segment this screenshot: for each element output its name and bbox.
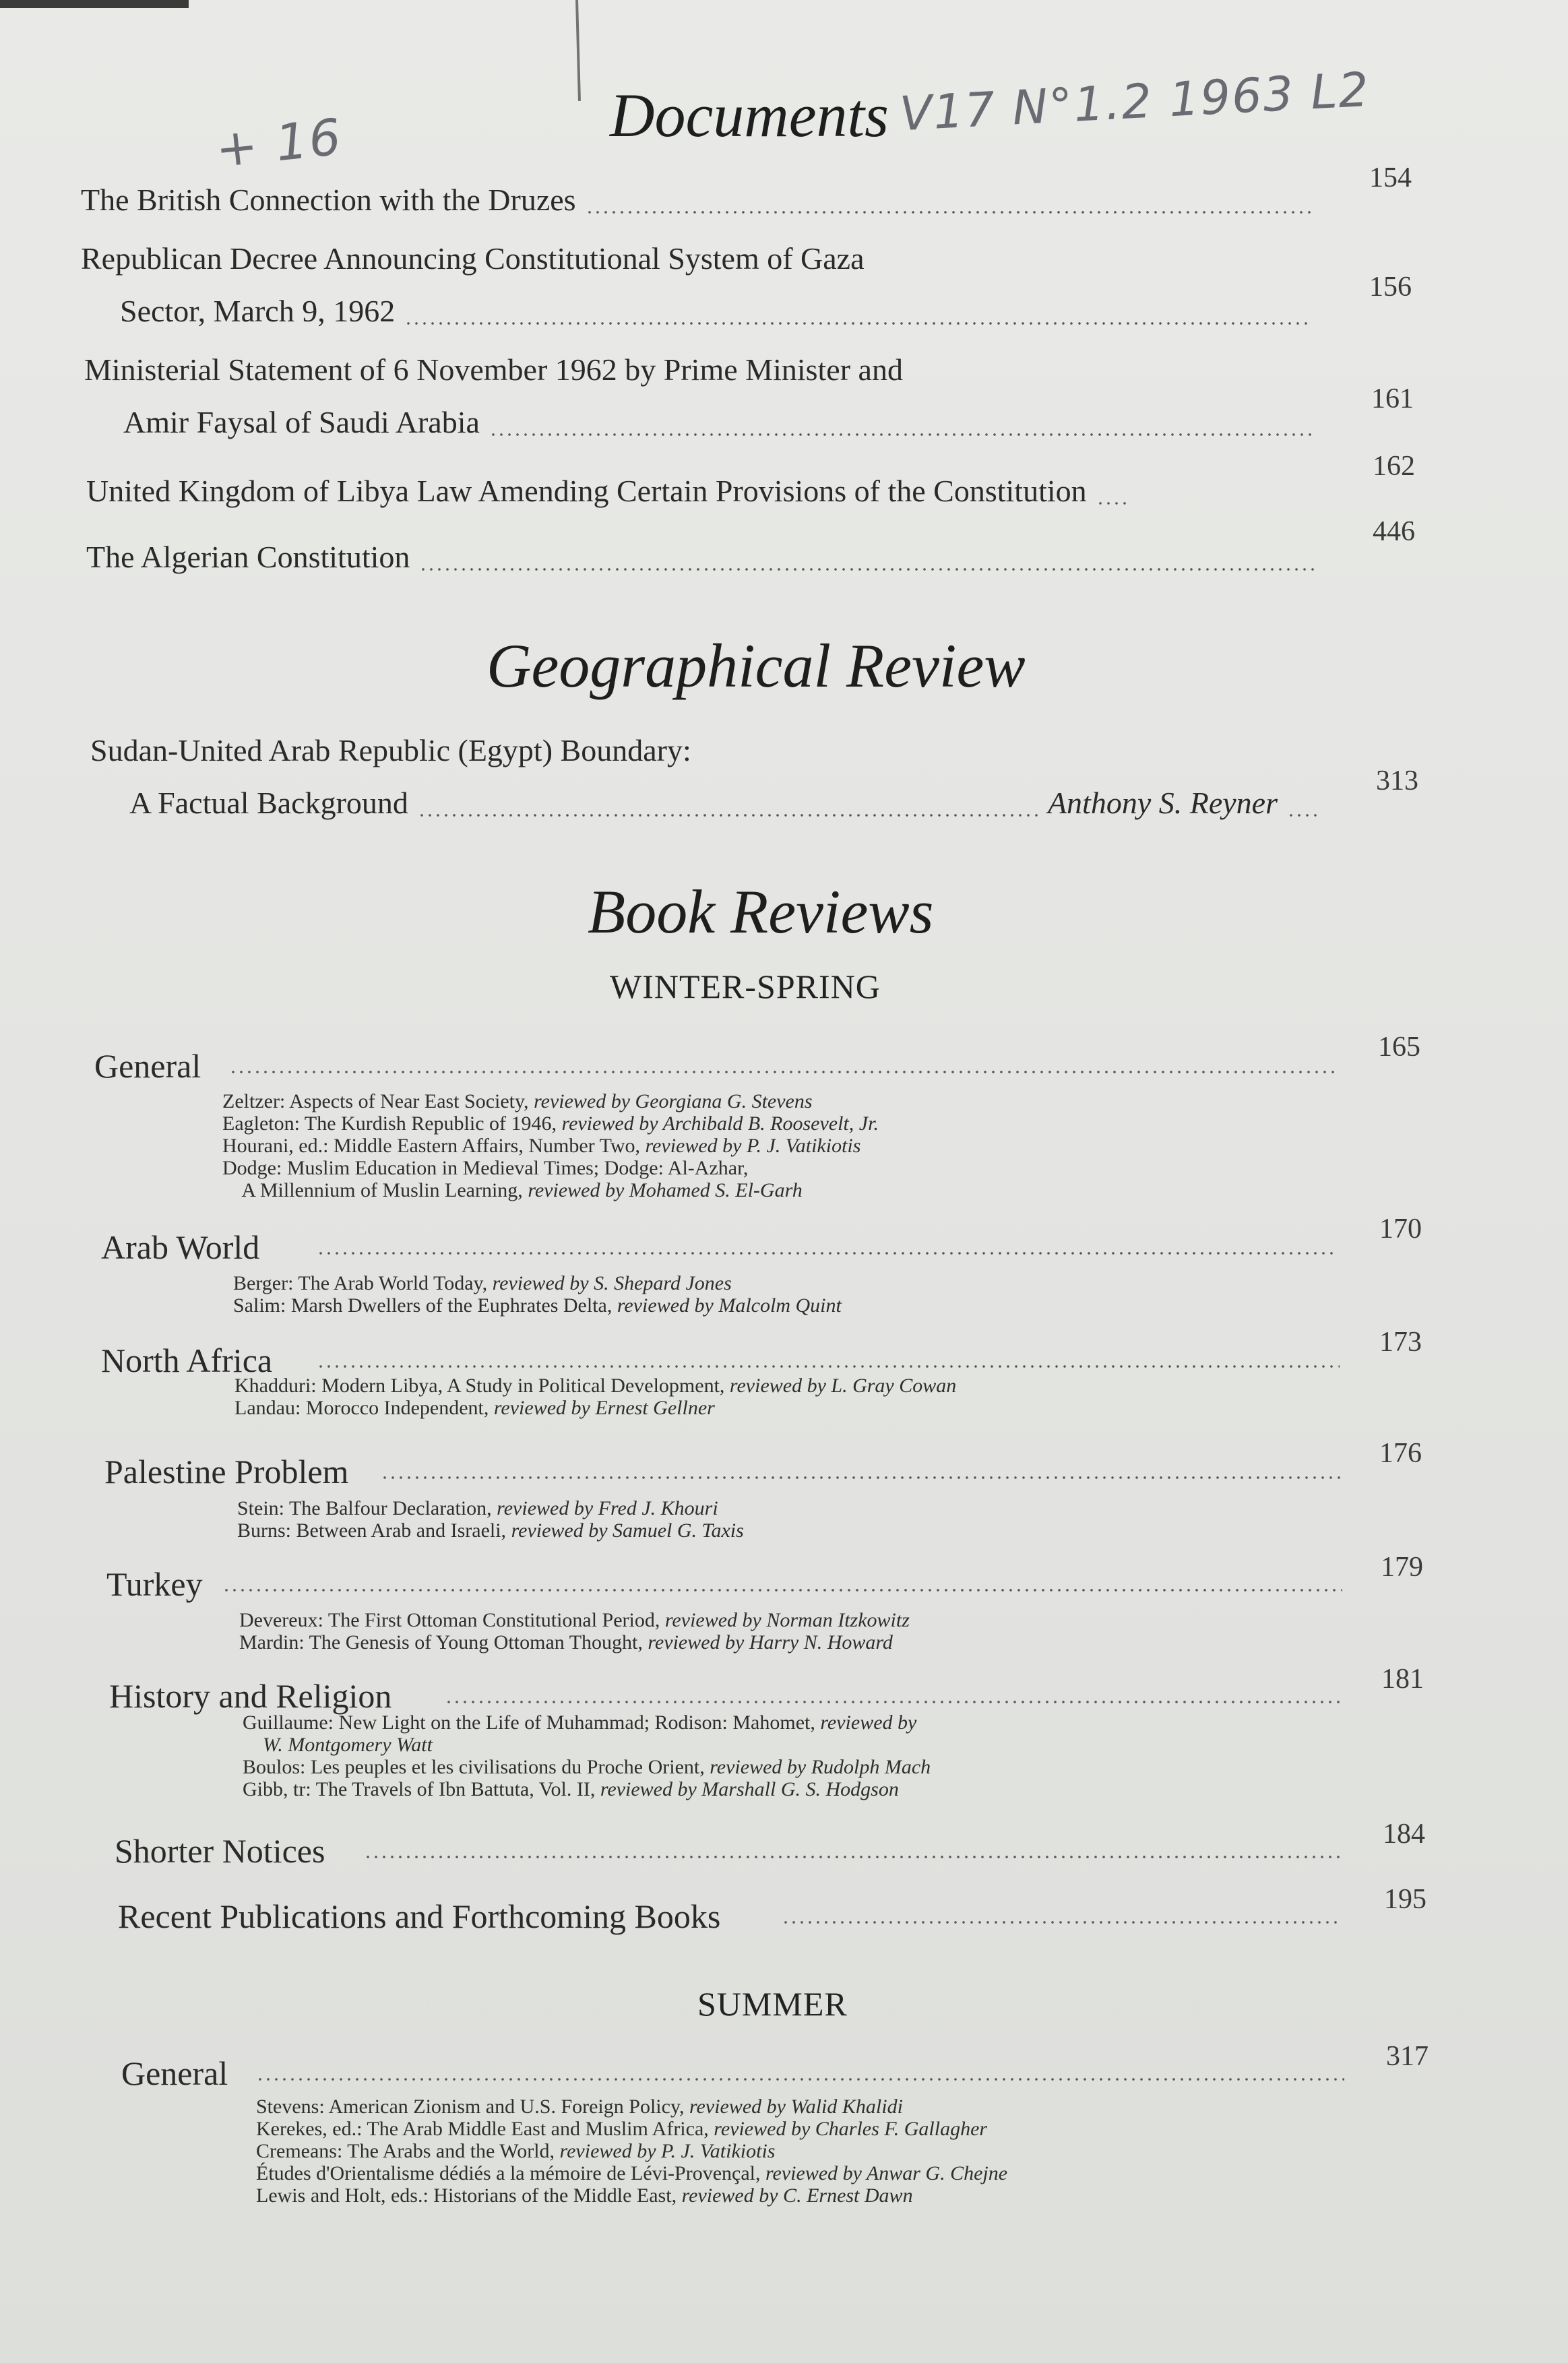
leader-dots (419, 567, 1317, 571)
review-list (256, 2096, 1007, 2207)
entry-title-line2: Amir Faysal of Saudi Arabia (123, 405, 480, 439)
leader-dots (782, 1920, 1342, 1924)
book-reviews-title: Book Reviews (588, 877, 934, 946)
page-number: 446 (1373, 516, 1415, 547)
page-number: 156 (1369, 272, 1412, 303)
entry-title: The Algerian Constitution (86, 540, 410, 574)
toc-entry[interactable] (84, 344, 1321, 449)
toc-section-general[interactable]: General (94, 1047, 201, 1085)
leader-dots (489, 433, 1311, 437)
summer-heading: SUMMER (697, 1985, 848, 2023)
review-line: Khadduri: Modern Libya, A Study in Political Development, reviewed by L. Gray Cowan (234, 1375, 957, 1397)
review-line: Dodge: Muslim Education in Medieval Times; Dodge: Al-Azhar, (222, 1157, 749, 1179)
review-line: A Millennium of Muslin Learning, reviewed by Mohamed S. El-Garh (222, 1179, 803, 1201)
toc-entry[interactable] (86, 531, 1326, 584)
toc-section-summer-general[interactable]: General (121, 2054, 228, 2092)
page-number: 176 (1379, 1438, 1422, 1469)
page-number: 162 (1373, 451, 1415, 482)
documents-title: Documents (610, 81, 889, 150)
review-line: Guillaume: New Light on the Life of Muhammad; Rodison: Mahomet, reviewed by (243, 1711, 917, 1734)
page-number: 317 (1386, 2041, 1429, 2072)
handwritten-note-left: + 16 (213, 108, 345, 179)
review-line: Mardin: The Genesis of Young Ottoman Thought, reviewed by Harry N. Howard (239, 1631, 893, 1653)
leader-dots (364, 1855, 1342, 1859)
handwritten-note-right: V17 N°1.2 1963 L2 (898, 61, 1371, 142)
geographical-review-title: Geographical Review (487, 631, 1026, 700)
page-number: 184 (1383, 1819, 1425, 1850)
page-number: 195 (1384, 1884, 1426, 1915)
article-author: Anthony S. Reyner (1047, 786, 1278, 820)
page-number: 313 (1376, 765, 1418, 796)
toc-entry[interactable] (90, 724, 1330, 829)
entry-title-line2: Sector, March 9, 1962 (120, 294, 396, 328)
entry-title-line1: Sudan-United Arab Republic (Egypt) Boundary: (90, 733, 691, 767)
page-number: 181 (1381, 1664, 1424, 1695)
leader-dots (317, 1364, 1340, 1368)
entry-title: The British Connection with the Druzes (81, 183, 576, 217)
review-line: Boulos: Les peuples et les civilisations du Proche Orient, reviewed by Rudolph Mach (243, 1756, 931, 1778)
toc-entry[interactable] (86, 465, 1326, 517)
leader-dots (586, 210, 1311, 214)
leader-dots (1096, 501, 1130, 505)
review-line: Landau: Morocco Independent, reviewed by Ernest Gellner (234, 1397, 715, 1419)
review-line: Zeltzer: Aspects of Near East Society, reviewed by Georgiana G. Stevens (222, 1090, 813, 1112)
entry-title: United Kingdom of Libya Law Amending Certain Provisions of the Constitution (86, 474, 1087, 508)
review-line: Stevens: American Zionism and U.S. Foreign Policy, reviewed by Walid Khalidi (256, 2096, 903, 2118)
review-line: W. Montgomery Watt (263, 1734, 433, 1756)
review-list (222, 1090, 879, 1201)
leader-dots (418, 813, 1038, 817)
scan-edge (0, 0, 189, 8)
entry-title-line2: A Factual Background (129, 786, 408, 820)
review-line: Berger: The Arab World Today, reviewed by S. Shepard Jones (233, 1272, 732, 1294)
review-list (237, 1497, 744, 1542)
review-line: Hourani, ed.: Middle Eastern Affairs, Number Two, reviewed by P. J. Vatikiotis (222, 1135, 861, 1157)
review-line: Cremeans: The Arabs and the World, reviewed by P. J. Vatikiotis (256, 2140, 776, 2162)
page-number: 154 (1369, 162, 1412, 193)
leader-dots (256, 2077, 1344, 2081)
page-number: 179 (1381, 1552, 1423, 1583)
toc-section-recent-publications[interactable]: Recent Publications and Forthcoming Books (118, 1897, 721, 1935)
leader-dots (222, 1588, 1342, 1592)
review-list (234, 1375, 956, 1419)
leader-dots (229, 1070, 1334, 1074)
review-line: Gibb, tr: The Travels of Ibn Battuta, Vol. II, reviewed by Marshall G. S. Hodgson (243, 1778, 899, 1800)
page-number: 165 (1378, 1032, 1420, 1063)
leader-dots (445, 1700, 1342, 1704)
review-list (239, 1609, 910, 1653)
toc-entry[interactable] (81, 174, 1321, 226)
leader-dots (317, 1251, 1338, 1255)
review-line: Kerekes, ed.: The Arab Middle East and Muslim Africa, reviewed by Charles F. Gallagher (256, 2118, 988, 2140)
toc-entry[interactable] (81, 232, 1321, 338)
toc-section-turkey[interactable]: Turkey (106, 1565, 203, 1603)
entry-title-line1: Republican Decree Announcing Constitutional System of Gaza (81, 241, 865, 276)
review-list (233, 1272, 842, 1317)
toc-section-arab-world[interactable]: Arab World (101, 1228, 260, 1266)
toc-section-palestine-problem[interactable]: Palestine Problem (104, 1453, 349, 1490)
page-number: 170 (1379, 1214, 1422, 1244)
toc-section-shorter-notices[interactable]: Shorter Notices (115, 1832, 325, 1870)
winter-spring-heading: WINTER-SPRING (610, 968, 881, 1005)
page-number: 173 (1379, 1327, 1422, 1358)
leader-dots (381, 1476, 1341, 1480)
review-line: Études d'Orientalisme dédiés a la mémoire de Lévi-Provençal, reviewed by Anwar G. Chejne (256, 2162, 1008, 2184)
review-list (243, 1711, 931, 1800)
review-line: Lewis and Holt, eds.: Historians of the Middle East, reviewed by C. Ernest Dawn (256, 2184, 913, 2207)
toc-section-history-religion[interactable]: History and Religion (109, 1677, 392, 1715)
leader-dots (404, 321, 1311, 325)
review-line: Devereux: The First Ottoman Constitutional Period, reviewed by Norman Itzkowitz (239, 1609, 910, 1631)
page-number: 161 (1371, 383, 1414, 414)
entry-title-line1: Ministerial Statement of 6 November 1962 by Prime Minister and (84, 352, 903, 387)
page-crease (575, 0, 581, 101)
review-line: Salim: Marsh Dwellers of the Euphrates Delta, reviewed by Malcolm Quint (233, 1294, 842, 1317)
review-line: Burns: Between Arab and Israeli, reviewed by Samuel G. Taxis (237, 1519, 744, 1542)
review-line: Eagleton: The Kurdish Republic of 1946, reviewed by Archibald B. Roosevelt, Jr. (222, 1112, 879, 1135)
review-line: Stein: The Balfour Declaration, reviewed by Fred J. Khouri (237, 1497, 718, 1519)
toc-section-north-africa[interactable]: North Africa (101, 1342, 273, 1379)
leader-dots (1287, 813, 1321, 817)
